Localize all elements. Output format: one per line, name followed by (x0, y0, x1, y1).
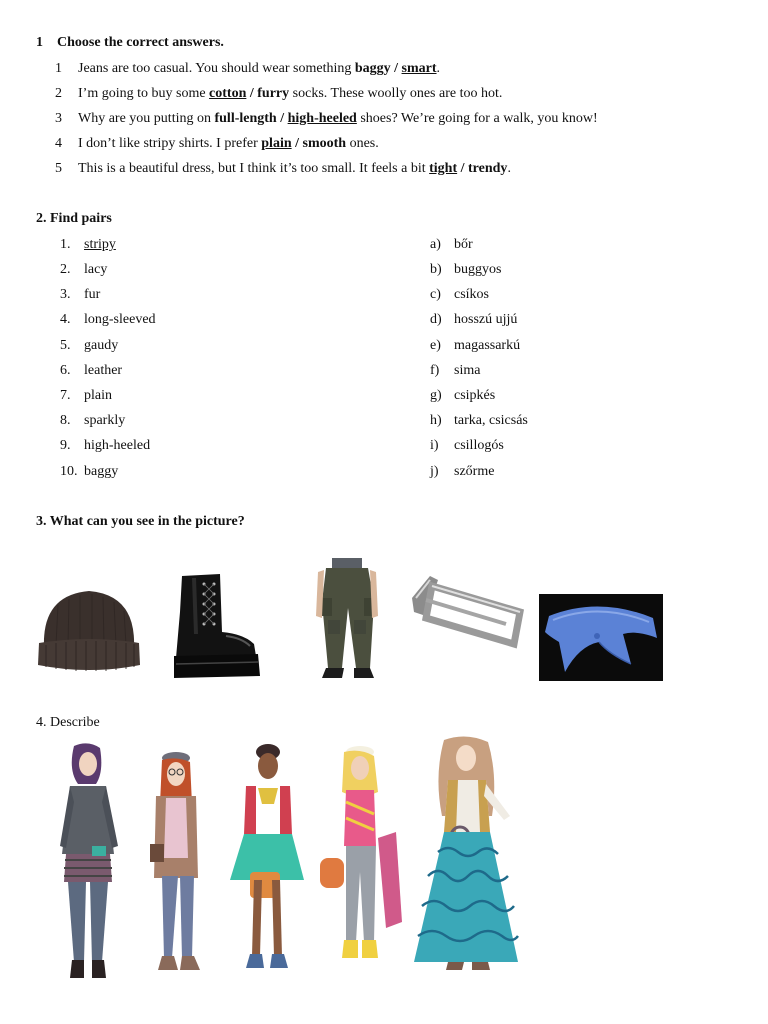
pair-word: csillogós (454, 438, 504, 453)
pair-word: hosszú ujjú (454, 312, 518, 327)
pair-word: tarka, csicsás (454, 413, 528, 428)
pair-letter: h) (430, 413, 442, 428)
pair-number: 1. (60, 237, 71, 252)
pair-letter: c) (430, 287, 441, 302)
pair-letter: d) (430, 312, 442, 327)
pair-right-item (430, 438, 504, 454)
pair-number: 2. (60, 262, 71, 277)
question-text-end: . (436, 61, 441, 76)
question-text: I don’t like stripy shirts. I prefer (78, 136, 262, 151)
fashion-figure-2-image (142, 748, 214, 978)
pair-right-item (430, 413, 528, 429)
question-text: Why are you putting on (78, 111, 215, 126)
pair-right-item (430, 464, 494, 480)
pair-word: csíkos (454, 287, 489, 302)
option-separator: / (291, 136, 303, 151)
question-text-end: . (507, 161, 511, 176)
pair-word: high-heeled (84, 438, 151, 453)
pair-right-item (430, 262, 501, 278)
pair-right-item (430, 388, 495, 404)
pair-word: fur (84, 287, 101, 302)
pair-number: 3. (60, 287, 71, 302)
pair-letter: e) (430, 338, 441, 353)
pair-word: bőr (454, 237, 473, 252)
option-separator: / (390, 61, 402, 76)
option-separator: / (246, 86, 258, 101)
option-2: smooth (302, 136, 347, 151)
question-1 (55, 61, 440, 77)
pair-right-item (430, 363, 480, 379)
pair-left-item (60, 338, 118, 354)
pair-letter: i) (430, 438, 439, 453)
section-3-heading: 3. What can you see in the picture? (36, 514, 245, 529)
pair-right-item (430, 312, 517, 328)
section-1-number: 1 (36, 35, 43, 50)
pair-left-item (60, 312, 156, 328)
cargo-pants-image (308, 558, 386, 680)
pair-right-item (430, 237, 473, 253)
question-4 (55, 136, 379, 152)
question-5 (55, 161, 511, 177)
option-2: furry (257, 86, 290, 101)
pair-word: magassarkú (454, 338, 521, 353)
option-1-selected: cotton (209, 86, 247, 101)
pair-number: 7. (60, 388, 71, 403)
question-text: Jeans are too casual. You should wear something (78, 61, 355, 76)
option-2-selected: high-heeled (287, 111, 357, 126)
option-1: baggy (354, 61, 391, 76)
question-text-end: shoes? We’re going for a walk, you know! (356, 111, 598, 126)
question-3 (55, 111, 598, 127)
pair-number: 4. (60, 312, 71, 327)
fashion-figure-3-image (224, 742, 308, 978)
pair-left-item (60, 262, 107, 278)
pair-left-item (60, 287, 100, 303)
option-2: trendy (468, 161, 508, 176)
belt-buckle-image (402, 540, 526, 682)
pair-word: csipkés (454, 388, 496, 403)
question-text: This is a beautiful dress, but I think it’s too small. It feels a bit (78, 161, 430, 176)
pair-left-item (60, 464, 118, 480)
option-separator: / (457, 161, 469, 176)
beanie-image (36, 585, 142, 675)
pair-word: szőrme (454, 464, 495, 479)
pair-letter: f) (430, 363, 440, 378)
pair-word: sima (454, 363, 481, 378)
pair-word: lacy (84, 262, 108, 277)
section-4-heading: 4. Describe (36, 715, 100, 730)
pair-word: baggy (84, 464, 119, 479)
pair-left-item (60, 413, 125, 429)
pair-word: plain (84, 388, 112, 403)
option-separator: / (276, 111, 288, 126)
fashion-figure-1-image (52, 742, 124, 982)
question-number: 1 (55, 61, 62, 76)
pair-right-item (430, 287, 489, 303)
option-1-selected: tight (429, 161, 458, 176)
question-number: 2 (55, 86, 62, 101)
pair-left-item (60, 438, 150, 454)
platform-boot-image (172, 572, 262, 680)
pair-number: 9. (60, 438, 71, 453)
question-number: 5 (55, 161, 62, 176)
pair-word: gaudy (84, 338, 119, 353)
pair-letter: a) (430, 237, 441, 252)
question-text: I’m going to buy some (78, 86, 210, 101)
pair-left-item (60, 388, 112, 404)
question-number: 3 (55, 111, 62, 126)
pair-letter: g) (430, 388, 442, 403)
question-number: 4 (55, 136, 62, 151)
option-1-selected: plain (261, 136, 292, 151)
pair-number: 8. (60, 413, 71, 428)
pair-number: 6. (60, 363, 71, 378)
shirt-collar-image (539, 594, 663, 681)
question-2 (55, 86, 502, 102)
pair-number: 10. (60, 464, 78, 479)
pair-right-item (430, 338, 520, 354)
section-1-title: Choose the correct answers. (57, 35, 224, 50)
pair-word: long-sleeved (84, 312, 156, 327)
pair-left-item (60, 363, 122, 379)
fashion-figure-5-image (408, 736, 526, 976)
section-2-heading: 2. Find pairs (36, 211, 112, 226)
pair-word: leather (84, 363, 123, 378)
option-2-selected: smart (401, 61, 437, 76)
question-text-end: ones. (346, 136, 379, 151)
pair-number: 5. (60, 338, 71, 353)
pair-letter: b) (430, 262, 442, 277)
option-1: full-length (214, 111, 277, 126)
pair-left-item (60, 237, 116, 253)
pair-letter: j) (430, 464, 439, 479)
pair-word: sparkly (84, 413, 126, 428)
question-text-end: socks. These woolly ones are too hot. (289, 86, 503, 101)
pair-word: stripy (84, 237, 116, 252)
pair-word: buggyos (454, 262, 502, 277)
fashion-figure-4-image (316, 742, 408, 978)
section-1-heading (36, 35, 224, 51)
